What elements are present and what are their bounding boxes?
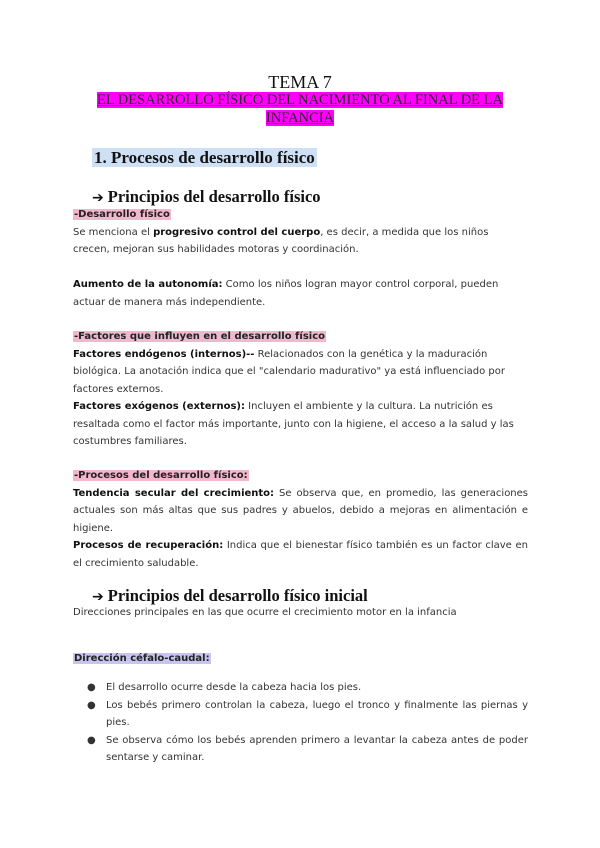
- procesos-label: -Procesos del desarrollo físico:: [74, 470, 248, 481]
- inicial-intro: Direcciones principales en las que ocurre el crecimiento motor en la infancia: [73, 607, 457, 618]
- list-item-text: Se observa cómo los bebés aprenden primero a levantar la cabeza antes de poder sentarse y caminar.: [106, 734, 528, 763]
- recuperacion-paragraph: [73, 540, 528, 569]
- autonomia-bold: Aumento de la autonomía:: [73, 279, 223, 290]
- list-item: [73, 697, 528, 732]
- autonomia-text: Como los niños logran mayor control corporal, pueden actuar de manera más independiente.: [73, 279, 499, 308]
- exogenos-bold: Factores exógenos (externos):: [73, 401, 245, 412]
- arrow-right-icon: ➔: [92, 589, 104, 605]
- desarrollo-fisico-text: [73, 227, 488, 256]
- endogenos-text: Relacionados con la genética y la maduración biológica. La anotación indica que el "calendario madurativo" ya está influenciado por factores externos.: [73, 348, 505, 395]
- list-item-text: Los bebés primero controlan la cabeza, luego el tronco y finalmente las piernas y pies.: [106, 699, 528, 728]
- recuperacion-bold: Procesos de recuperación:: [73, 540, 224, 551]
- section-title: Procesos de desarrollo físico: [111, 148, 315, 167]
- tema-heading: TEMA 7: [268, 72, 332, 92]
- direccion-label-line: [73, 650, 528, 668]
- desarrollo-fisico-label: -Desarrollo físico: [74, 209, 170, 220]
- arrow-right-icon: ➔: [92, 190, 104, 206]
- subheading-inicial: [92, 586, 368, 606]
- factores-block: [73, 328, 528, 451]
- title-line-2: INFANCIA: [265, 110, 335, 126]
- factores-label: -Factores que influyen en el desarrollo físico: [74, 331, 326, 342]
- bullet-icon: ●: [87, 734, 96, 746]
- section-number: 1.: [94, 148, 107, 167]
- list-item-text: El desarrollo ocurre desde la cabeza hacia los pies.: [106, 682, 362, 693]
- text-run: Se menciona el: [73, 226, 154, 238]
- bold-run: progresivo control del cuerpo: [153, 226, 321, 238]
- subheading-inicial-title: Principios del desarrollo físico inicial: [107, 586, 368, 605]
- endogenos-bold: Factores endógenos (internos)--: [73, 348, 255, 360]
- subheading-principios: [92, 187, 321, 207]
- direccion-bullet-list: [73, 679, 528, 767]
- title-line-1: EL DESARROLLO FÍSICO DEL NACIMIENTO AL FINAL DE LA: [97, 92, 503, 108]
- section-heading-1: [92, 148, 317, 168]
- bullet-icon: ●: [87, 682, 96, 693]
- recuperacion-text: Indica que el bienestar físico también es un factor clave en el crecimiento saludable.: [73, 540, 528, 569]
- subheading-principios-title: Principios del desarrollo físico: [107, 187, 321, 206]
- exogenos-paragraph: [73, 401, 514, 447]
- desarrollo-fisico-block: [73, 206, 528, 259]
- document-title: [70, 91, 530, 127]
- text-run: , es decir, a medida que los niños crecen, mejoran sus habilidades motoras y coordinación.: [73, 226, 489, 255]
- list-item: [73, 732, 528, 767]
- list-item: [73, 679, 528, 697]
- exogenos-text: Incluyen el ambiente y la cultura. La nutrición es resaltada como el factor más importante, junto con la higiene, el acceso a la salud y las costumbres familiares.: [73, 401, 514, 447]
- section-heading-1-highlight: [92, 148, 317, 167]
- tendencia-bold: Tendencia secular del crecimiento:: [73, 487, 275, 499]
- direccion-label: Dirección céfalo-caudal:: [74, 653, 210, 664]
- procesos-block: [73, 467, 528, 572]
- endogenos-paragraph: [73, 349, 505, 395]
- bullet-icon: ●: [87, 699, 96, 711]
- tendencia-text: Se observa que, en promedio, las generaciones actuales son más altas que sus padres y abuelos, debido a mejoras en alimentación e higiene.: [73, 487, 529, 534]
- autonomia-paragraph: [73, 276, 528, 311]
- tendencia-paragraph: [73, 488, 528, 534]
